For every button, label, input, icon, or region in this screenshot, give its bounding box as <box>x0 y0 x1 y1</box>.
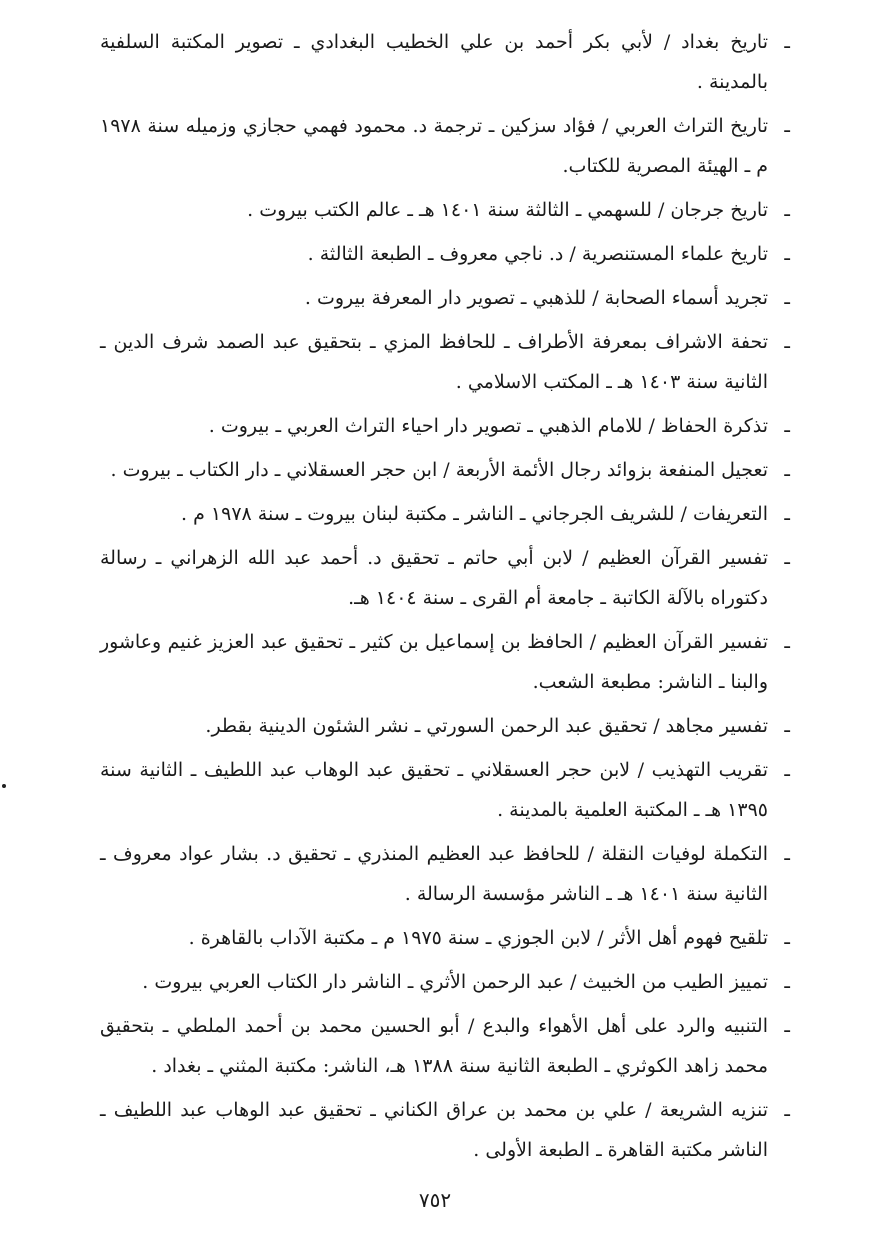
bibliography-entry <box>100 1006 790 1086</box>
entry-dash: ـ <box>784 927 790 949</box>
entry-text: التعريفات / للشريف الجرجاني ـ الناشر ـ مكتبة لبنان بيروت ـ سنة ١٩٧٨ م . <box>181 503 768 525</box>
bibliography-entry <box>100 494 790 534</box>
entry-dash: ـ <box>784 115 790 137</box>
bibliography-entry <box>100 278 790 318</box>
entry-dash: ـ <box>784 415 790 437</box>
entry-text: تفسير مجاهد / تحقيق عبد الرحمن السورتي ـ نشر الشئون الدينية بقطر. <box>205 715 768 737</box>
bibliography-entry <box>100 706 790 746</box>
entry-dash: ـ <box>784 759 790 781</box>
entry-dash: ـ <box>784 31 790 53</box>
entry-dash: ـ <box>784 459 790 481</box>
entry-text: التنبيه والرد على أهل الأهواء والبدع / أبو الحسين محمد بن أحمد الملطي ـ بتحقيق محمد زاهد الكوثري ـ الطبعة الثانية سنة ١٣٨٨ هـ، الناشر: مكتبة المثني ـ بغداد . <box>100 1015 768 1077</box>
bibliography-entry <box>100 918 790 958</box>
entry-dash: ـ <box>784 287 790 309</box>
bibliography-entry <box>100 450 790 490</box>
entry-dash: ـ <box>784 1099 790 1121</box>
entry-text: تحفة الاشراف بمعرفة الأطراف ـ للحافظ المزي ـ بتحقيق عبد الصمد شرف الدين ـ الثانية سنة ١٤٠٣ هـ ـ المكتب الاسلامي . <box>100 331 768 393</box>
bibliography-entry <box>100 234 790 274</box>
entry-text: تاريخ علماء المستنصرية / د. ناجي معروف ـ الطبعة الثالثة . <box>307 243 768 265</box>
entry-text: تاريخ بغداد / لأبي بكر أحمد بن علي الخطيب البغدادي ـ تصوير المكتبة السلفية بالمدينة . <box>100 31 768 93</box>
entry-text: تلقيح فهوم أهل الأثر / لابن الجوزي ـ سنة ١٩٧٥ م ـ مكتبة الآداب بالقاهرة . <box>188 927 768 949</box>
bibliography-entry <box>100 1090 790 1170</box>
bibliography-list <box>100 22 790 1174</box>
entry-text: تمييز الطيب من الخبيث / عبد الرحمن الأثري ـ الناشر دار الكتاب العربي بيروت . <box>142 971 768 993</box>
entry-text: تاريخ جرجان / للسهمي ـ الثالثة سنة ١٤٠١ هـ ـ عالم الكتب بيروت . <box>247 199 768 221</box>
entry-text: تذكرة الحفاظ / للامام الذهبي ـ تصوير دار احياء التراث العربي ـ بيروت . <box>208 415 768 437</box>
entry-dash: ـ <box>784 843 790 865</box>
bibliography-entry <box>100 322 790 402</box>
bibliography-entry <box>100 406 790 446</box>
entry-text: تفسير القرآن العظيم / الحافظ بن إسماعيل بن كثير ـ تحقيق عبد العزيز غنيم وعاشور والبنا ـ الناشر: مطبعة الشعب. <box>100 631 768 693</box>
bibliography-entry <box>100 750 790 830</box>
entry-dash: ـ <box>784 199 790 221</box>
margin-dot-mark <box>2 784 6 788</box>
entry-dash: ـ <box>784 631 790 653</box>
bibliography-entry <box>100 106 790 186</box>
entry-dash: ـ <box>784 1015 790 1037</box>
bibliography-entry <box>100 538 790 618</box>
entry-dash: ـ <box>784 243 790 265</box>
bibliography-entry <box>100 22 790 102</box>
entry-text: تقريب التهذيب / لابن حجر العسقلاني ـ تحقيق عبد الوهاب عبد اللطيف ـ الثانية سنة ١٣٩٥ هـ ـ المكتبة العلمية بالمدينة . <box>100 759 768 821</box>
entry-text: تنزيه الشريعة / علي بن محمد بن عراق الكناني ـ تحقيق عبد الوهاب عبد اللطيف ـ الناشر مكتبة القاهرة ـ الطبعة الأولى . <box>100 1099 768 1161</box>
bibliography-entry <box>100 962 790 1002</box>
entry-dash: ـ <box>784 331 790 353</box>
entry-text: تاريخ التراث العربي / فؤاد سزكين ـ ترجمة د. محمود فهمي حجازي وزميله سنة ١٩٧٨ م ـ الهيئة المصرية للكتاب. <box>100 115 768 177</box>
entry-dash: ـ <box>784 715 790 737</box>
entry-dash: ـ <box>784 547 790 569</box>
entry-dash: ـ <box>784 503 790 525</box>
entry-text: التكملة لوفيات النقلة / للحافظ عبد العظيم المنذري ـ تحقيق د. بشار عواد معروف ـ الثانية سنة ١٤٠١ هـ ـ الناشر مؤسسة الرسالة . <box>100 843 768 905</box>
bibliography-entry <box>100 834 790 914</box>
page-number: ٧٥٢ <box>418 1188 452 1212</box>
entry-text: تفسير القرآن العظيم / لابن أبي حاتم ـ تحقيق د. أحمد عبد الله الزهراني ـ رسالة دكتوراه بالآلة الكاتبة ـ جامعة أم القرى ـ سنة ١٤٠٤ هـ. <box>100 547 768 609</box>
bibliography-entry <box>100 190 790 230</box>
entry-text: تعجيل المنفعة بزوائد رجال الأئمة الأربعة / ابن حجر العسقلاني ـ دار الكتاب ـ بيروت . <box>110 459 768 481</box>
entry-text: تجريد أسماء الصحابة / للذهبي ـ تصوير دار المعرفة بيروت . <box>304 287 768 309</box>
bibliography-entry <box>100 622 790 702</box>
entry-dash: ـ <box>784 971 790 993</box>
